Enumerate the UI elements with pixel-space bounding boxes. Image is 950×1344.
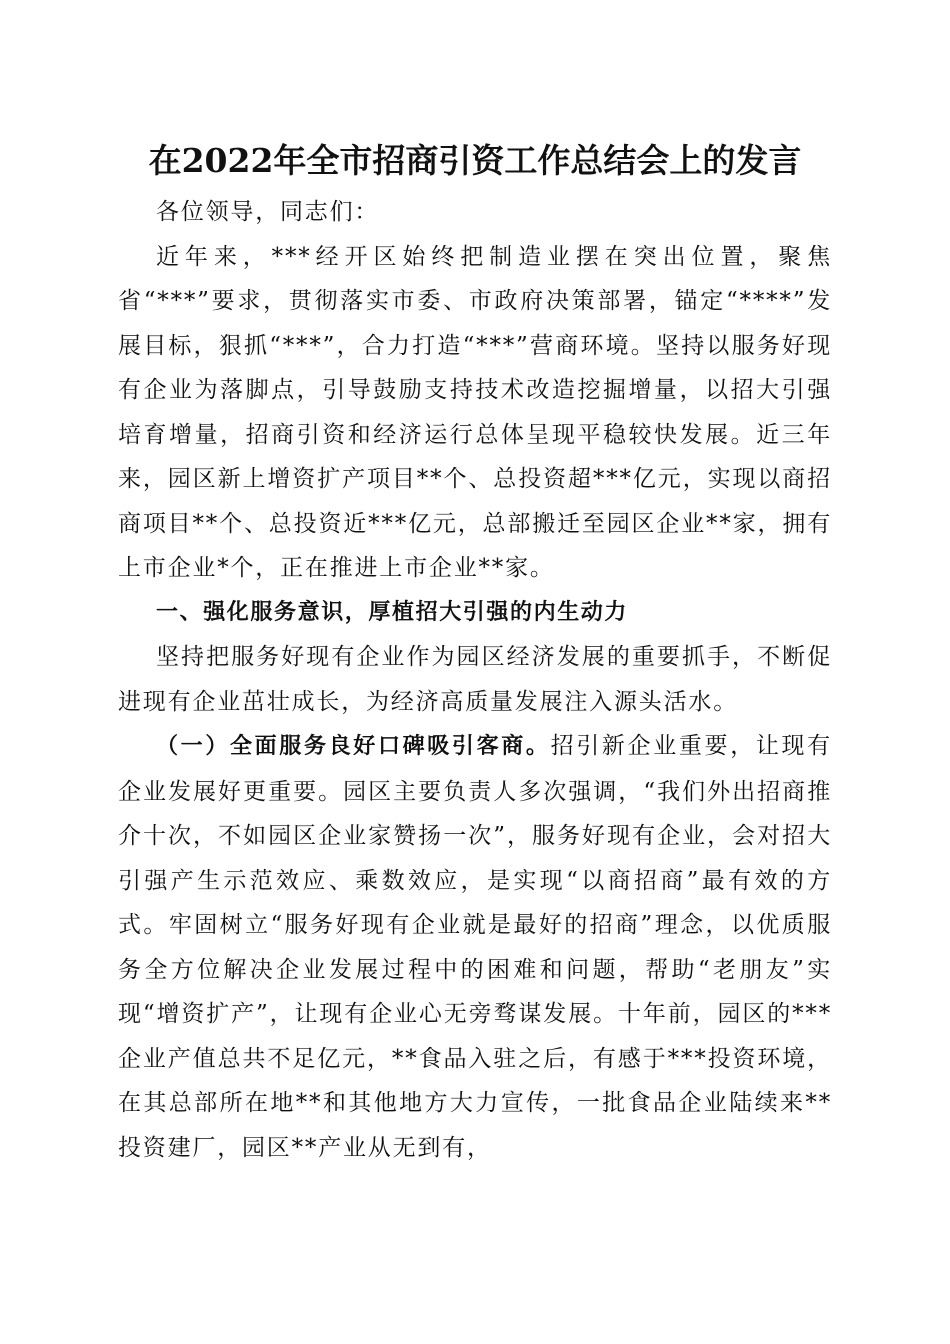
document-title: 在2022年全市招商引资工作总结会上的发言	[148, 141, 802, 180]
subsection-1-paragraph	[118, 724, 832, 1170]
document-page	[118, 138, 832, 1170]
subsection-1-heading: （一）全面服务良好口碑吸引客商。	[156, 734, 551, 759]
section-1-paragraph: 坚持把服务好现有企业作为园区经济发展的重要抓手，不断促进现有企业茁壮成长，为经济高质量发展注入源头活水。	[118, 644, 832, 715]
subsection-1-body: 招引新企业重要，让现有企业发展好更重要。园区主要负责人多次强调，“我们外出招商推介十次，不如园区企业家赞扬一次”，服务好现有企业，会对招大引强产生示范效应、乘数效应，是实现“以商招商”最有效的方式。牢固树立“服务好现有企业就是最好的招商”理念，以优质服务全方位解决企业发展过程中的困难和问题，帮助“老朋友”实现“增资扩产”，让现有企业心无旁骛谋发展。十年前，园区的***企业产值总共不足亿元，**食品入驻之后，有感于***投资环境，在其总部所在地**和其他地方大力宣传，一批食品企业陆续来**投资建厂，园区**产业从无到有，	[118, 733, 832, 1161]
intro-paragraph: 近年来，***经开区始终把制造业摆在突出位置，聚焦省“***”要求，贯彻落实市委、市政府决策部署，锚定“****”发展目标，狠抓“***”，合力打造“***”营商环境。坚持以服务好现有企业为落脚点，引导鼓励支持技术改造挖掘增量，以招大引强培育增量，招商引资和经济运行总体呈现平稳较快发展。近三年来，园区新上增资扩产项目**个、总投资超***亿元，实现以商招商项目**个、总投资近***亿元，总部搬迁至园区企业**家，拥有上市企业*个，正在推进上市企业**家。	[118, 243, 832, 581]
greeting: 各位领导，同志们：	[156, 199, 380, 225]
section-1-heading: 一、强化服务意识，厚植招大引强的内生动力	[156, 599, 629, 625]
